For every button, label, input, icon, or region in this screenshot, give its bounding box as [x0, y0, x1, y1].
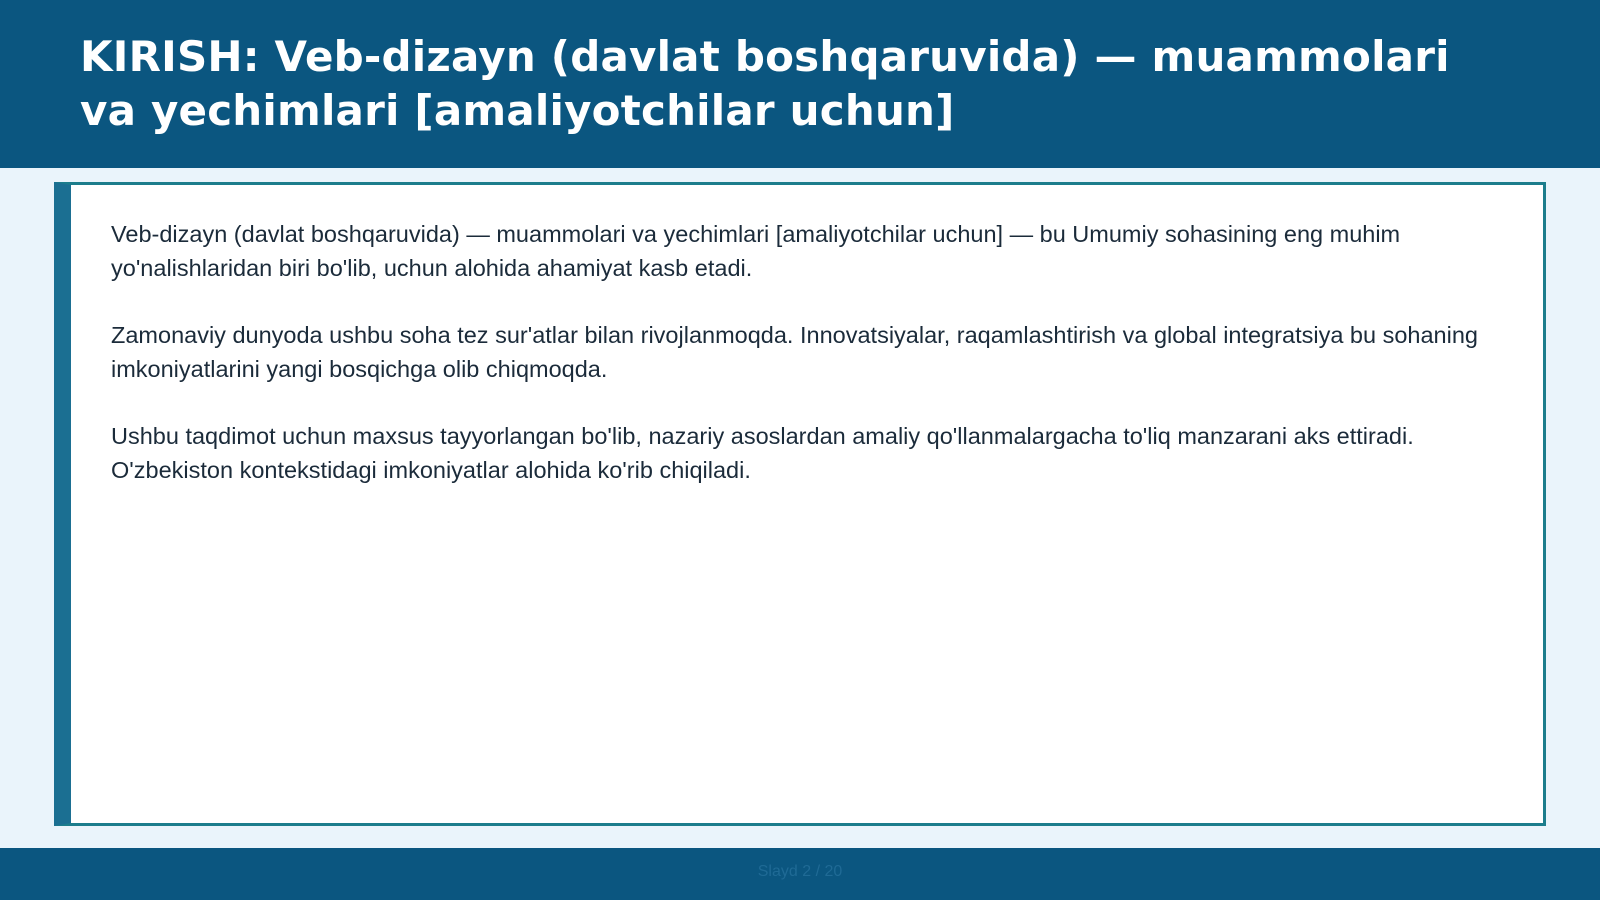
content-box	[54, 182, 1546, 826]
slide-title: KIRISH: Veb-dizayn (davlat boshqaruvida) — muammolari va yechimlari [amaliyotchilar uchun]	[80, 32, 1450, 135]
slide-number: Slayd 2 / 20	[757, 863, 843, 880]
paragraph-modern-world: Zamonaviy dunyoda ushbu soha tez sur'atlar bilan rivojlanmoqda. Innovatsiyalar, raqamlashtirish va global integratsiya bu sohaning imkoniyatlarini yangi bosqichga olib chiqmoqda.	[111, 322, 1478, 382]
paragraph-presentation: Ushbu taqdimot uchun maxsus tayyorlangan bo'lib, nazariy asoslardan amaliy qo'llanmalargacha to'liq manzarani aks ettiradi. O'zbekiston kontekstidagi imkoniyatlar alohida ko'rib chiqiladi.	[111, 423, 1414, 483]
slide-footer	[0, 848, 1600, 900]
slide-header	[0, 0, 1600, 168]
paragraph-intro: Veb-dizayn (davlat boshqaruvida) — muammolari va yechimlari [amaliyotchilar uchun] — bu Umumiy sohasining eng muhim yo'nalishlaridan biri bo'lib, uchun alohida ahamiyat kasb etadi.	[111, 221, 1401, 281]
